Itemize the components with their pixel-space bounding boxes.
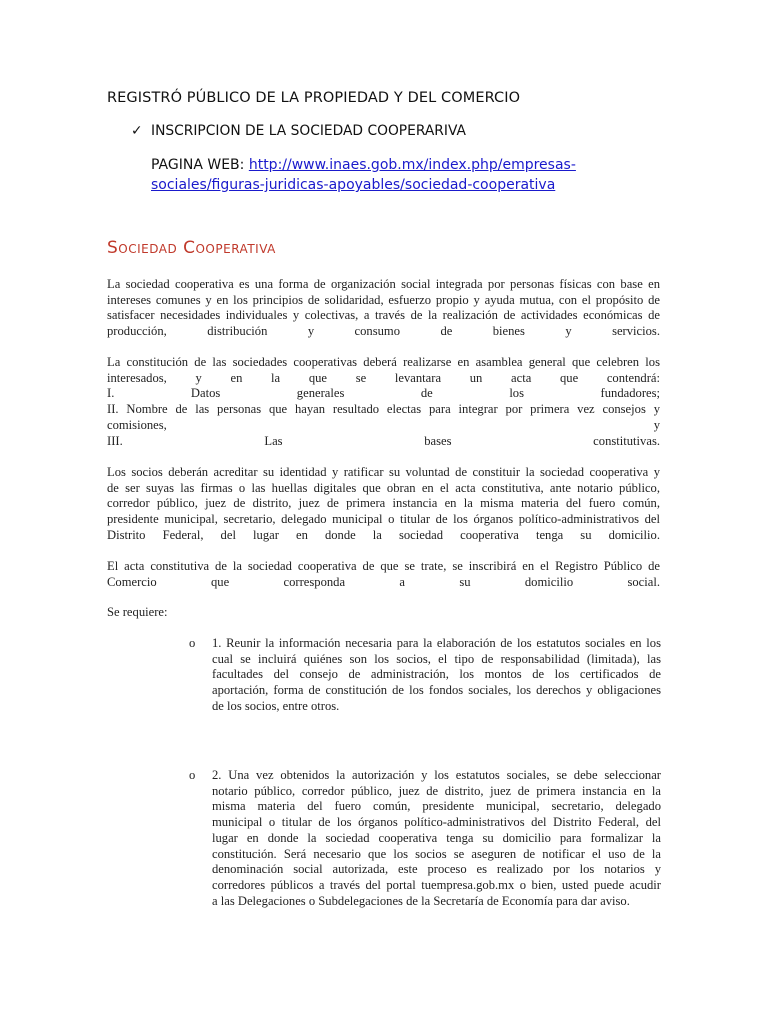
- text-line: corredor público, juez de distrito, juez de primera instancia en la misma materia del fuero común,: [107, 496, 660, 511]
- text-line: denominación social autorizada, este proceso es realizado por los notarios y: [212, 862, 661, 877]
- text-line: I. Datos generales de los fundadores;: [107, 386, 660, 401]
- text-line: intereses comunes y en los principios de solidaridad, esfuerzo propio y ayuda mutua, con el propósito de: [107, 292, 660, 307]
- text-line: lugar en donde la sociedad cooperativa tenga su domicilio para formalizar la: [212, 830, 661, 845]
- text-line: interesados, y en la que se levantara un acta que contendrá:: [107, 370, 660, 385]
- text-line: misma materia del fuero común, presidente municipal, secretario, delegado: [212, 799, 661, 814]
- text-line: satisfacer necesidades individuales y colectivas, a través de la realización de actividades económicas de: [107, 308, 660, 323]
- requirement-item-2: [212, 768, 661, 909]
- web-link-line-1: http://www.inaes.gob.mx/index.php/empresas-: [248, 157, 576, 173]
- web-link-line-2: sociales/figuras-juridicas-apoyables/sociedad-cooperativa: [151, 177, 556, 193]
- paragraph-constitution: [107, 355, 660, 449]
- text-line: aportación, forma de constitución de los fondos sociales, los derechos y obligaciones: [212, 683, 661, 698]
- text-line: Los socios deberán acreditar su identidad y ratificar su voluntad de constituir la sociedad cooperativa y: [107, 465, 660, 479]
- requirement-item-1: [212, 636, 661, 715]
- text-line: facultades del consejo de administración, los montos de los certificados de: [212, 667, 661, 682]
- text-line: Distrito Federal, del lugar en donde la sociedad cooperativa tenga su domicilio.: [107, 527, 660, 542]
- text-line: comisiones, y: [107, 417, 660, 432]
- text-line: La constitución de las sociedades cooperativas deberá realizarse en asamblea general que celebren los: [107, 355, 660, 369]
- text-line: El acta constitutiva de la sociedad cooperativa de que se trate, se inscribirá en el Registro Público de: [107, 559, 660, 573]
- text-line: producción, distribución y consumo de bienes y servicios.: [107, 324, 660, 339]
- paragraph-registry: [107, 559, 660, 590]
- text-line: 1. Reunir la información necesaria para la elaboración de los estatutos sociales en los: [212, 636, 661, 650]
- text-line: presidente municipal, secretario, delegado municipal o titular de los órganos político-administrativos del: [107, 512, 660, 527]
- section-heading: Sociedad Cooperativa: [107, 238, 276, 258]
- text-line: a las Delegaciones o Subdelegaciones de la Secretaría de Economía para dar aviso.: [212, 893, 630, 908]
- paragraph-identity: [107, 465, 660, 544]
- paragraph-requirements-intro: [107, 605, 660, 621]
- web-page-line: [151, 155, 711, 195]
- text-line: cual se incluirá quiénes son los socios, el tipo de responsabilidad (limitada), las: [212, 651, 661, 666]
- checkmark-icon: ✓: [131, 123, 143, 139]
- text-line: 2. Una vez obtenidos la autorización y los estatutos sociales, se debe seleccionar: [212, 768, 661, 782]
- text-line: de los socios, entre otros.: [212, 698, 340, 713]
- text-line: de ser suyas las firmas o las huellas digitales que obran en el acta constitutiva, ante notario público,: [107, 480, 660, 495]
- text-line: constitución. Será necesario que los socios se aseguren de notificar el uso de la: [212, 846, 661, 861]
- text-line: Se requiere:: [107, 605, 168, 619]
- text-line: La sociedad cooperativa es una forma de organización social integrada por personas físicas con base en: [107, 277, 660, 291]
- bullet-icon: o: [189, 768, 196, 782]
- web-label: PAGINA WEB:: [151, 157, 249, 173]
- checklist-item-label: INSCRIPCION DE LA SOCIEDAD COOPERARIVA: [151, 123, 466, 139]
- text-line: Comercio que corresponda a su domicilio social.: [107, 574, 660, 589]
- text-line: municipal o titular de los órganos político-administrativos del Distrito Federal, del: [212, 815, 661, 830]
- text-line: notario público, corredor público, juez de distrito, juez de primera instancia en la: [212, 783, 661, 798]
- text-line: III. Las bases constitutivas.: [107, 433, 660, 448]
- bullet-icon: o: [189, 636, 196, 650]
- paragraph-intro: [107, 277, 660, 340]
- text-line: corredores públicos a través del portal tuempresa.gob.mx o bien, usted puede acudir: [212, 877, 661, 892]
- page-title: REGISTRÓ PÚBLICO DE LA PROPIEDAD Y DEL COMERCIO: [107, 90, 521, 106]
- text-line: II. Nombre de las personas que hayan resultado electas para integrar por primera vez consejos y: [107, 402, 660, 417]
